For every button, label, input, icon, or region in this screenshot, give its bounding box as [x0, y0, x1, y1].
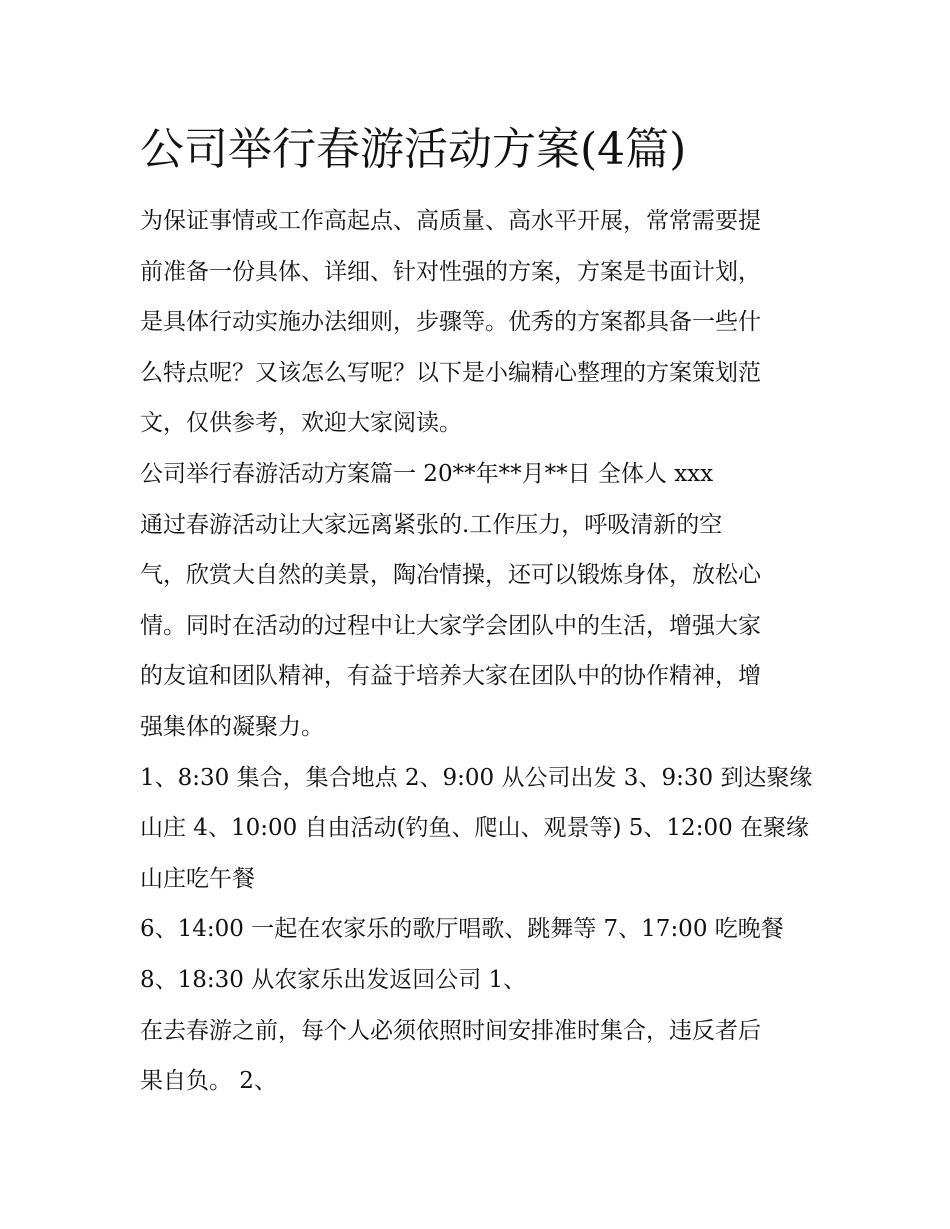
body-line: 前准备一份具体、详细、针对性强的方案，方案是书面计划，	[140, 258, 761, 285]
rule-line: 果自负。 2、	[140, 1068, 277, 1095]
body-line: 通过春游活动让大家远离紧张的.工作压力，呼吸清新的空	[140, 511, 723, 538]
body-line: 为保证事情或工作高起点、高质量、高水平开展，常常需要提	[140, 208, 761, 234]
body-line: 文，仅供参考，欢迎大家阅读。	[140, 410, 462, 437]
body-line: 是具体行动实施办法细则，步骤等。优秀的方案都具备一些什	[140, 309, 761, 336]
document-title: 公司举行春游活动方案(4篇)	[140, 124, 687, 175]
schedule-line: 1、8:30 集合，集合地点 2、9:00 从公司出发 3、9:30 到达聚缘	[140, 764, 813, 791]
body-line: 么特点呢？又该怎么写呢？以下是小编精心整理的方案策划范	[140, 359, 761, 386]
schedule-line: 6、14:00 一起在农家乐的歌厅唱歌、跳舞等 7、17:00 吃晚餐	[140, 916, 784, 943]
schedule-line: 山庄 4、10:00 自由活动(钓鱼、爬山、观景等) 5、12:00 在聚缘	[140, 815, 810, 842]
schedule-line: 8、18:30 从农家乐出发返回公司 1、	[140, 966, 527, 993]
body-line: 情。同时在活动的过程中让大家学会团队中的生活，增强大家	[140, 612, 761, 639]
document-page	[140, 108, 820, 1107]
schedule-line: 山庄吃午餐	[140, 865, 255, 892]
body-line: 的友谊和团队精神，有益于培养大家在团队中的协作精神，增	[140, 663, 761, 690]
body-line: 气，欣赏大自然的美景，陶冶情操，还可以锻炼身体，放松心	[140, 562, 761, 589]
section-heading-line: 公司举行春游活动方案篇一 20**年**月**日 全体人 xxx	[140, 460, 714, 487]
rule-line: 在去春游之前，每个人必须依照时间安排准时集合，违反者后	[140, 1017, 761, 1044]
body-line: 强集体的凝聚力。	[140, 713, 324, 740]
